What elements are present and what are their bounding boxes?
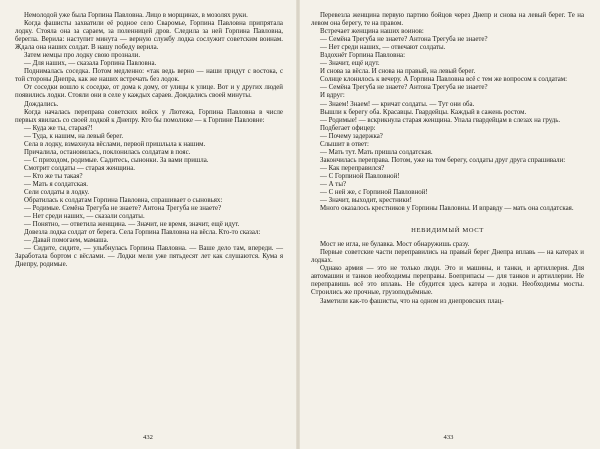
paragraph: — С Горпиной Павловной! bbox=[320, 172, 400, 180]
paragraph: — С приходом, родимые. Садитесь, сынонки. За вами пришла. bbox=[24, 156, 209, 164]
paragraph: И снова за вёсла. И снова на правый, на левый берег. bbox=[320, 68, 476, 76]
paragraph: Однако армия — это не только люди. Это и машины, и танки, и артиллерия. Для автомашин и танков необходимы переправы. Боеприпасы — для танков и артиллерии. Не переправишь всё это вплавь. Не сбудится здесь катера и лодки. Необходимы мосты. Строились же прочные, грузоподъёмные. bbox=[311, 265, 584, 297]
left-page-text bbox=[15, 12, 283, 270]
paragraph: Села в лодку, взмахнула вёслами, первой пришлыла к нашим. bbox=[24, 140, 206, 148]
left-page bbox=[5, 8, 291, 445]
section-title: НЕВИДИМЫЙ МОСТ bbox=[411, 227, 484, 235]
paragraph: — Значит, выходит, крестники! bbox=[320, 197, 412, 205]
paragraph: От соседки вошло к соседке, от дома к дому, от улицы к улице. Вот и у других людей появились лодки. Стояли они в селе у каждых сараев. Дождались своей минуты. bbox=[15, 84, 283, 100]
paragraph: — Сидите, сидите, — улыбнулась Горпина Павловна. — Ваше дело там, впереди. — Заработала бортом с вёслами. — Лодки мели уже пятьдесят лет как слушаются. Кума я Днепру, родимые. bbox=[15, 245, 283, 269]
paragraph: Дождались. bbox=[24, 100, 59, 108]
paragraph: Перевезла женщина первую партию бойцов через Днепр и снова на левый берег. Те на левом она берегу, те на правом. bbox=[311, 12, 584, 28]
paragraph: — С ней же, с Горпиной Павловной! bbox=[320, 189, 428, 197]
paragraph: Немолодой уже была Горпина Павловна. Лицо в морщинах, в мозолях руки. bbox=[24, 12, 248, 19]
paragraph: Когда фашисты захватили её родное село Сваромье, Горпина Павловна припрятала лодку. Стояла она за сараем, за поленницей дров. Следила за ней Горпина Павловна, берегла. Верила: наступит минута — верную службу лодка сослужит советским воинам. Ждала она наших солдат. В нашу победу верила. bbox=[15, 20, 283, 52]
paragraph: Закончилась переправа. Потом, уже на том берегу, солдаты друг друга спрашивали: bbox=[320, 156, 566, 164]
paragraph: — Для наших, — сказала Горпина Павловна. bbox=[24, 60, 157, 68]
paragraph: Солнце клонилось к вечеру. А Горпина Павловна всё с тем же вопросом к солдатам: bbox=[320, 76, 568, 84]
right-page-text-story bbox=[311, 12, 584, 213]
paragraph: Подбегает офицер: bbox=[320, 124, 376, 132]
paragraph: — Семёна Трегуба не знаете? Антона Трегуба не знаете? bbox=[320, 36, 488, 44]
paragraph: — Знаем! Знаем! — кричат солдаты. — Тут они оба. bbox=[320, 100, 475, 108]
paragraph: — Нет среди наших, — сказали солдаты. bbox=[24, 213, 145, 221]
paragraph: — Нет среди наших, — отвечают солдаты. bbox=[320, 44, 446, 52]
paragraph: — Родимые. Семёна Трегуба не знаете? Антона Трегуба не знаете? bbox=[24, 205, 222, 213]
paragraph: Довезла лодка солдат от берега. Села Горпина Павловна на вёсла. Кто-то сказал: bbox=[24, 229, 261, 237]
paragraph: — Куда же ты, старая?! bbox=[24, 124, 93, 132]
paragraph: — А ты? bbox=[320, 180, 347, 188]
paragraph: Когда началась переправа советских войск у Лютежа, Горпина Павловна в числе первых явилась со своей лодкой к Днепру. Кто бы помолиже — к Горпине Павловне: bbox=[15, 108, 283, 124]
paragraph: Первые советские части переправились на правый берег Днепра вплавь — на катерах и лодках. bbox=[311, 249, 584, 265]
right-page bbox=[303, 8, 594, 445]
paragraph: Затем немцы про лодку свою прознали. bbox=[24, 52, 141, 60]
paragraph: — Мать я солдатская. bbox=[24, 180, 88, 188]
book-gutter bbox=[296, 0, 300, 449]
right-page-text-new-story bbox=[311, 241, 584, 305]
left-page-number: 432 bbox=[143, 434, 153, 441]
paragraph: — Кто же ты такая? bbox=[24, 172, 83, 180]
paragraph: — Давай помогаем, мамаша. bbox=[24, 237, 109, 245]
paragraph: — Как переправился? bbox=[320, 164, 385, 172]
paragraph: — Мать тут. Мать пришла солдатская. bbox=[320, 148, 433, 156]
paragraph: Сели солдаты в лодку. bbox=[24, 189, 90, 197]
paragraph: Заметили как-то фашисты, что на одном из днепровских плац- bbox=[320, 297, 504, 305]
paragraph: — Понятно, — ответила женщина. — Значит, не время, значит, ещё идут. bbox=[24, 221, 240, 229]
paragraph: — Туда, к нашим, на левый берег. bbox=[24, 132, 124, 140]
paragraph: Обратилась к солдатам Горпина Павловна, спрашивает о сыновьях: bbox=[24, 197, 223, 205]
right-page-number: 433 bbox=[443, 434, 454, 441]
paragraph: Слышит в ответ: bbox=[320, 140, 369, 148]
paragraph: Мост не игла, не булавка. Мост обнаружишь сразу. bbox=[320, 241, 470, 249]
paragraph: — Почему задержка? bbox=[320, 132, 383, 140]
paragraph: Вздохнёт Горпина Павловна: bbox=[320, 52, 406, 60]
paragraph: — Родимые! — вскрикнула старая женщина. Упала гвардейцам в слезах на грудь. bbox=[320, 116, 561, 124]
paragraph: Поднималась соседка. Потом медленно: «так ведь верно — наши придут с востока, с той стороны Днепра, как же наших встречать без лодок. bbox=[15, 68, 283, 84]
paragraph: — Значит, ещё идут. bbox=[320, 60, 380, 68]
paragraph: Много оказалось крестников у Горпины Павловны. И вправду — мать она солдатская. bbox=[320, 205, 574, 213]
paragraph: Встречает женщина наших воинов: bbox=[320, 28, 424, 36]
paragraph: Причалила, остановилась, поклонилась солдатам в пояс. bbox=[24, 148, 191, 156]
paragraph: — Семёна Трегуба не знаете? Антона Трегуба не знаете? bbox=[320, 84, 488, 92]
paragraph: Вышли к берегу оба. Красавцы. Гвардейцы. Каждый в сажень ростом. bbox=[320, 108, 527, 116]
paragraph: Смотрит солдаты — старая женщина. bbox=[24, 164, 135, 172]
paragraph: И вдруг: bbox=[320, 92, 345, 100]
